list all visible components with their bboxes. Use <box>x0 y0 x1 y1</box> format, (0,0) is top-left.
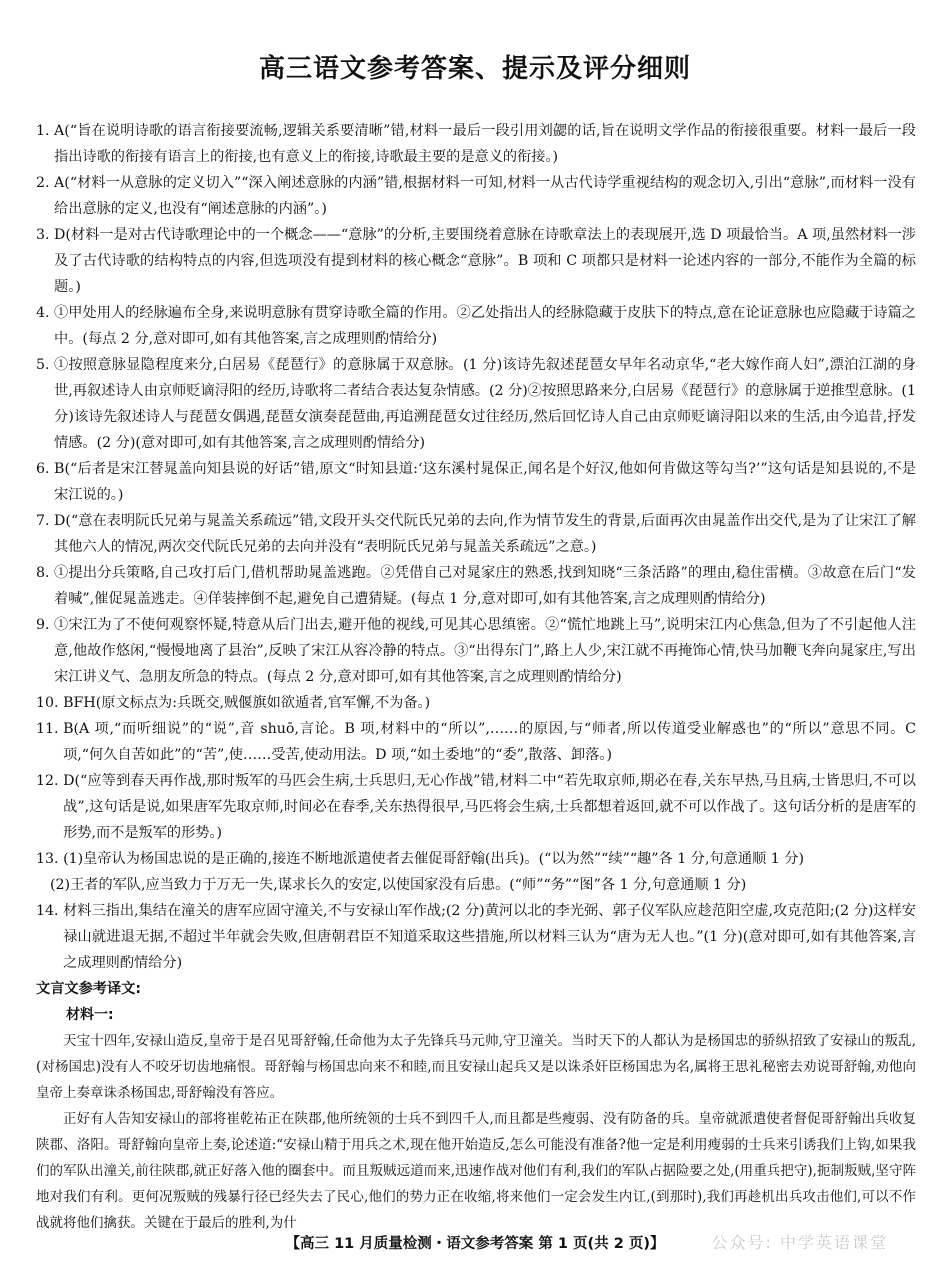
answer-item <box>36 768 916 846</box>
answer-text: ①按照意脉显隐程度来分,白居易《琵琶行》的意脉属于双意脉。(1 分)该诗先叙述琵琶女早年名动京华,“老大嫁作商人妇”,漂泊江湖的身世,再叙述诗人由京师贬谪浔阳的经历,诗歌将二者结合表达复杂情感。(2 分)②按照思路来分,白居易《琵琶行》的意脉属于逆推型意脉。(1 分)该诗先叙述诗人与琵琶女偶遇,琵琶女演奏琵琶曲,再追溯琵琶女过往经历,然后回忆诗人自己由京师贬谪浔阳以来的生活,由今追昔,抒发情感。(2 分)(意对即可,如有其他答案,言之成理则酌情给分) <box>54 357 916 451</box>
translation-paragraph: 正好有人告知安禄山的部将崔乾祐正在陕郡,他所统领的士兵不到四千人,而且都是些瘦弱、没有防备的兵。皇帝就派遣使者督促哥舒翰出兵收复陕郡、洛阳。哥舒翰向皇帝上奏,论述道:“安禄山精于用兵之术,现在他开始造反,怎么可能没有准备?他一定是利用瘦弱的士兵来引诱我们上钩,如果我们的军队出潼关,前往陕郡,就正好落入他的圈套中。而且叛贼远道而来,迅速作战对他们有利,我们的军队占据险要之处,(用重兵把守),扼制叛贼,坚守阵地对我们有利。更何况叛贼的残暴行径已经失去了民心,他们的势力正在收缩,将来他们一定会发生内讧,(到那时),我们再趁机出兵攻击他们,可以不作战就将他们擒获。关键在于最后的胜利,为什 <box>36 1111 916 1231</box>
answer-item <box>36 300 916 352</box>
answer-item <box>36 898 916 976</box>
answer-number: 9. <box>36 617 55 633</box>
answer-number: 12. <box>36 773 64 789</box>
answer-number: 4. <box>36 305 55 321</box>
answer-number: 14. <box>36 903 64 919</box>
answer-item <box>36 846 916 872</box>
answer-item <box>36 118 916 170</box>
page-footer: 【高三 11 月质量检测・语文参考答案 第 1 页(共 2 页)】 <box>285 1236 665 1252</box>
answer-text: ①甲处用人的经脉遍布全身,来说明意脉有贯穿诗歌全篇的作用。②乙处指出人的经脉隐藏于皮肤下的特点,意在论证意脉也应隐藏于诗篇之中。(每点 2 分,意对即可,如有其他答案,言之成理则酌情给分) <box>54 305 916 347</box>
answer-number: 1. <box>36 123 55 139</box>
translation-paragraph: 天宝十四年,安禄山造反,皇帝于是召见哥舒翰,任命他为太子先锋兵马元帅,守卫潼关。当时天下的人都认为是杨国忠的骄纵招致了安禄山的叛乱,(对杨国忠)没有人不咬牙切齿地痛恨。哥舒翰与杨国忠向来不和睦,而且安禄山起兵又是以诛杀奸臣杨国忠为名,属将王思礼秘密去劝说哥舒翰,劝他向皇帝上奏章诛杀杨国忠,哥舒翰没有答应。 <box>36 1033 916 1101</box>
answer-number: 7. <box>36 513 55 529</box>
answer-item <box>36 456 916 508</box>
answer-number: 2. <box>36 175 55 191</box>
watermark: 公众号: 中学英语课堂 <box>711 1233 888 1252</box>
answer-text: BFH(原文标点为:兵既交,贼偃旗如欲遁者,官军懈,不为备。) <box>63 695 431 711</box>
answer-item <box>36 352 916 456</box>
translation-heading: 文言文参考译文: <box>36 981 141 997</box>
answer-list <box>36 118 916 1236</box>
answer-text: B(“后者是宋江替晁盖向知县说的好话”错,原文“时知县道:‘这东溪村晁保正,闻名是个好汉,他如何肯做这等勾当?’”这句话是知县说的,不是宋江说的。) <box>54 461 916 503</box>
answer-number: 3. <box>36 227 55 243</box>
answer-item <box>36 170 916 222</box>
answer-item <box>36 560 916 612</box>
answer-subpart: (2)王者的军队,应当致力于万无一失,谋求长久的安定,以使国家没有后患。(“师”“务”“图”各 1 分,句意通顺 1 分) <box>50 877 747 893</box>
answer-item <box>36 612 916 690</box>
answer-item <box>36 716 916 768</box>
answer-text: D(“应等到春天再作战,那时叛军的马匹会生病,士兵思归,无心作战”错,材料二中“若先取京师,期必在春,关东早热,马且病,士皆思归,不可以战”,这句话是说,如果唐军先取京师,时间必在春季,关东热得很早,马匹将会生病,士兵都想着返回,就不可以作战了。这句话分析的是唐军的形势,而不是叛军的形势。) <box>63 773 916 841</box>
answer-number: 8. <box>36 565 55 581</box>
answer-number: 10. <box>36 695 64 711</box>
answer-text: A(“旨在说明诗歌的语言衔接要流畅,逻辑关系要清晰”错,材料一最后一段引用刘勰的话,旨在说明文学作品的衔接很重要。材料一最后一段指出诗歌的衔接有语言上的衔接,也有意义上的衔接,诗歌最主要的是意义的衔接。) <box>54 123 916 165</box>
answer-number: 6. <box>36 461 55 477</box>
answer-text: A(“材料一从意脉的定义切入”“深入阐述意脉的内涵”错,根据材料一可知,材料一从古代诗学重视结构的观念切入,引出“意脉”,而材料一没有给出意脉的定义,也没有“阐述意脉的内涵”。) <box>54 175 916 217</box>
answer-item <box>36 508 916 560</box>
answer-text: B(A 项,“而听细说”的“说”,音 shuō,言论。B 项,材料中的“所以”,……的原因,与“师者,所以传道受业解惑也”的“所以”意思不同。C 项,“何久自苦如此”的“苦”,使……受苦,使动用法。D 项,“如土委地”的“委”,散落、卸落。) <box>63 721 916 763</box>
material-heading: 材料一: <box>66 1007 114 1023</box>
answer-item <box>36 222 916 300</box>
page-title: 高三语文参考答案、提示及评分细则 <box>258 54 691 84</box>
answer-item <box>36 690 916 716</box>
answer-number: 11. <box>36 721 64 737</box>
answer-number: 13. <box>36 851 64 867</box>
answer-text: D(“意在表明阮氏兄弟与晁盖关系疏远”错,文段开头交代阮氏兄弟的去向,作为情节发生的背景,后面再次由晁盖作出交代,是为了让宋江了解其他六人的情况,两次交代阮氏兄弟的去向并没有“表明阮氏兄弟与晁盖关系疏远”之意。) <box>54 513 916 555</box>
answer-text: ①宋江为了不使何观察怀疑,特意从后门出去,避开他的视线,可见其心思缜密。②“慌忙地跳上马”,说明宋江内心焦急,但为了不引起他人注意,他故作悠闲,“慢慢地离了县治”,反映了宋江从容冷静的特点。③“出得东门”,路上人少,宋江就不再掩饰心情,快马加鞭飞奔向晁家庄,写出宋江讲义气、急朋友所急的特点。(每点 2 分,意对即可,如有其他答案,言之成理则酌情给分) <box>54 617 916 685</box>
answer-text: (1)皇帝认为杨国忠说的是正确的,接连不断地派遣使者去催促哥舒翰(出兵)。(“以为然”“续”“趣”各 1 分,句意通顺 1 分) <box>63 851 805 867</box>
answer-number: 5. <box>36 357 55 373</box>
answer-text: D(材料一是对古代诗歌理论中的一个概念——“意脉”的分析,主要围绕着意脉在诗歌章法上的表现展开,选 D 项最恰当。A 项,虽然材料一涉及了古代诗歌的结构特点的内容,但选项没有提到材料的核心概念“意脉”。B 项和 C 项都只是材料一论述内容的一部分,不能作为全篇的标题。) <box>54 227 916 295</box>
answer-text: 材料三指出,集结在潼关的唐军应固守潼关,不与安禄山军作战;(2 分)黄河以北的李光弼、郭子仪军队应趁范阳空虚,攻克范阳;(2 分)这样安禄山就进退无据,不超过半年就会失败,但唐朝君臣不知道采取这些措施,所以材料三认为“唐为无人也。”(1 分)(意对即可,如有其他答案,言之成理则酌情给分) <box>63 903 916 971</box>
answer-text: ①提出分兵策略,自己攻打后门,借机帮助晁盖逃跑。②凭借自己对晁家庄的熟悉,找到知晓“三条活路”的理由,稳住雷横。③故意在后门“发着喊”,催促晁盖逃走。④佯装摔倒不起,避免自己遭猜疑。(每点 1 分,意对即可,如有其他答案,言之成理则酌情给分) <box>54 565 916 607</box>
